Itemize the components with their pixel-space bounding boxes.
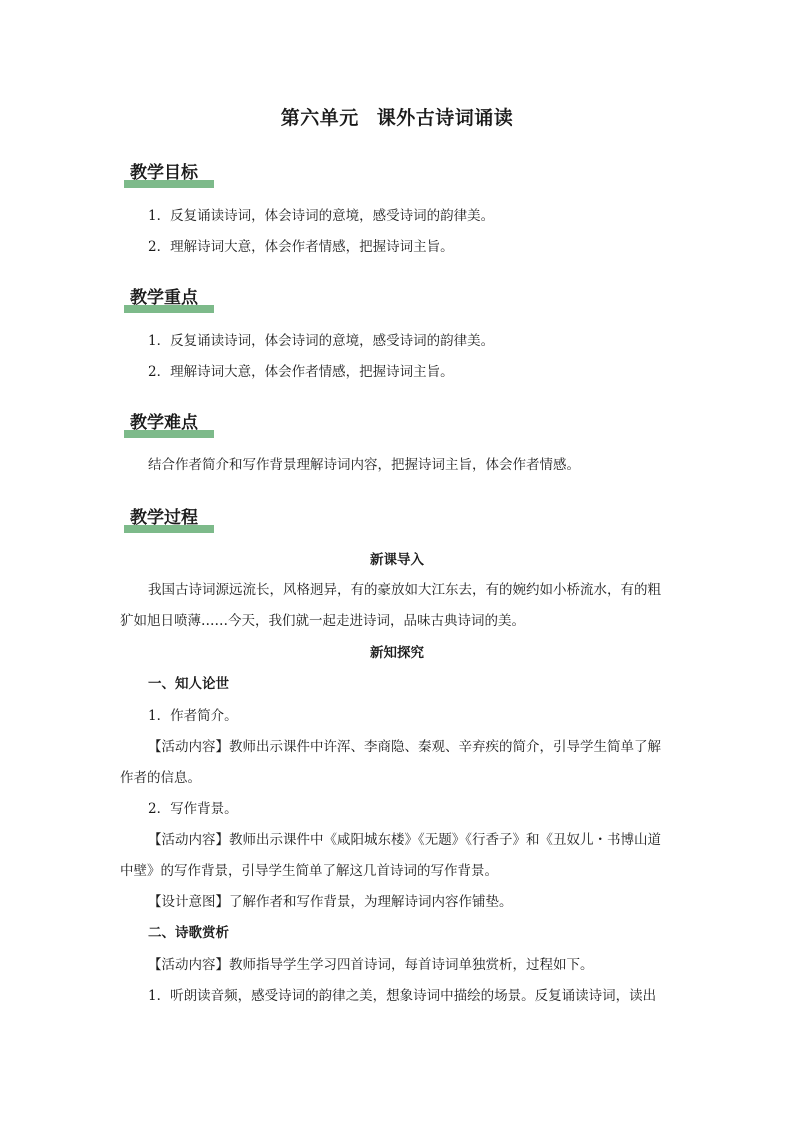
subheading-explore: 新知探究: [370, 645, 424, 661]
paragraph-line: 我国古诗词源远流长，风格迥异，有的豪放如大江东去，有的婉约如小桥流水，有的粗: [148, 582, 661, 598]
step-item: 1．作者简介。: [148, 708, 238, 724]
section-heading-difficulties: [124, 411, 198, 437]
paragraph-line: 1．听朗读音频，感受诗词的韵律之美，想象诗词中描绘的场景。反复诵读诗词，读出: [148, 988, 657, 1004]
section-label: 教学重点: [130, 288, 198, 308]
section-label: 教学目标: [130, 163, 198, 183]
section-heading-process: [124, 506, 198, 532]
paragraph-line: 犷如旭日喷薄……今天，我们就一起走进诗词，品味古典诗词的美。: [120, 613, 525, 629]
section-heading-key-points: [124, 286, 198, 312]
section-label: 教学难点: [130, 413, 198, 433]
step-item: 2．写作背景。: [148, 801, 238, 817]
paragraph-line: 【活动内容】教师出示课件中《咸阳城东楼》《无题》《行香子》和《丑奴儿・书博山道: [148, 832, 661, 848]
paragraph-line: 作者的信息。: [120, 770, 201, 786]
part-heading: 一、知人论世: [148, 676, 229, 692]
paragraph-line: 【活动内容】教师指导学生学习四首诗词，每首诗词单独赏析，过程如下。: [148, 957, 594, 973]
key-point-item: 2．理解诗词大意，体会作者情感，把握诗词主旨。: [148, 364, 454, 380]
subheading-intro: 新课导入: [370, 552, 424, 568]
page-title: [0, 103, 794, 130]
paragraph-line: 【活动内容】教师出示课件中许浑、李商隐、秦观、辛弃疾的简介，引导学生简单了解: [148, 739, 661, 755]
difficulty-text: 结合作者简介和写作背景理解诗词内容，把握诗词主旨，体会作者情感。: [148, 457, 580, 473]
paragraph-line: 中壁》的写作背景，引导学生简单了解这几首诗词的写作背景。: [120, 863, 498, 879]
key-point-item: 1．反复诵读诗词，体会诗词的意境，感受诗词的韵律美。: [148, 333, 495, 349]
part-heading: 二、诗歌赏析: [148, 925, 229, 941]
goal-item: 1．反复诵读诗词，体会诗词的意境，感受诗词的韵律美。: [148, 208, 495, 224]
section-label: 教学过程: [130, 508, 198, 528]
goal-item: 2．理解诗词大意，体会作者情感，把握诗词主旨。: [148, 239, 454, 255]
section-heading-goals: [124, 161, 198, 187]
title-topic: 课外古诗词诵读: [376, 107, 514, 129]
title-unit: 第六单元: [280, 107, 359, 129]
paragraph-line: 【设计意图】了解作者和写作背景，为理解诗词内容作铺垫。: [148, 894, 513, 910]
